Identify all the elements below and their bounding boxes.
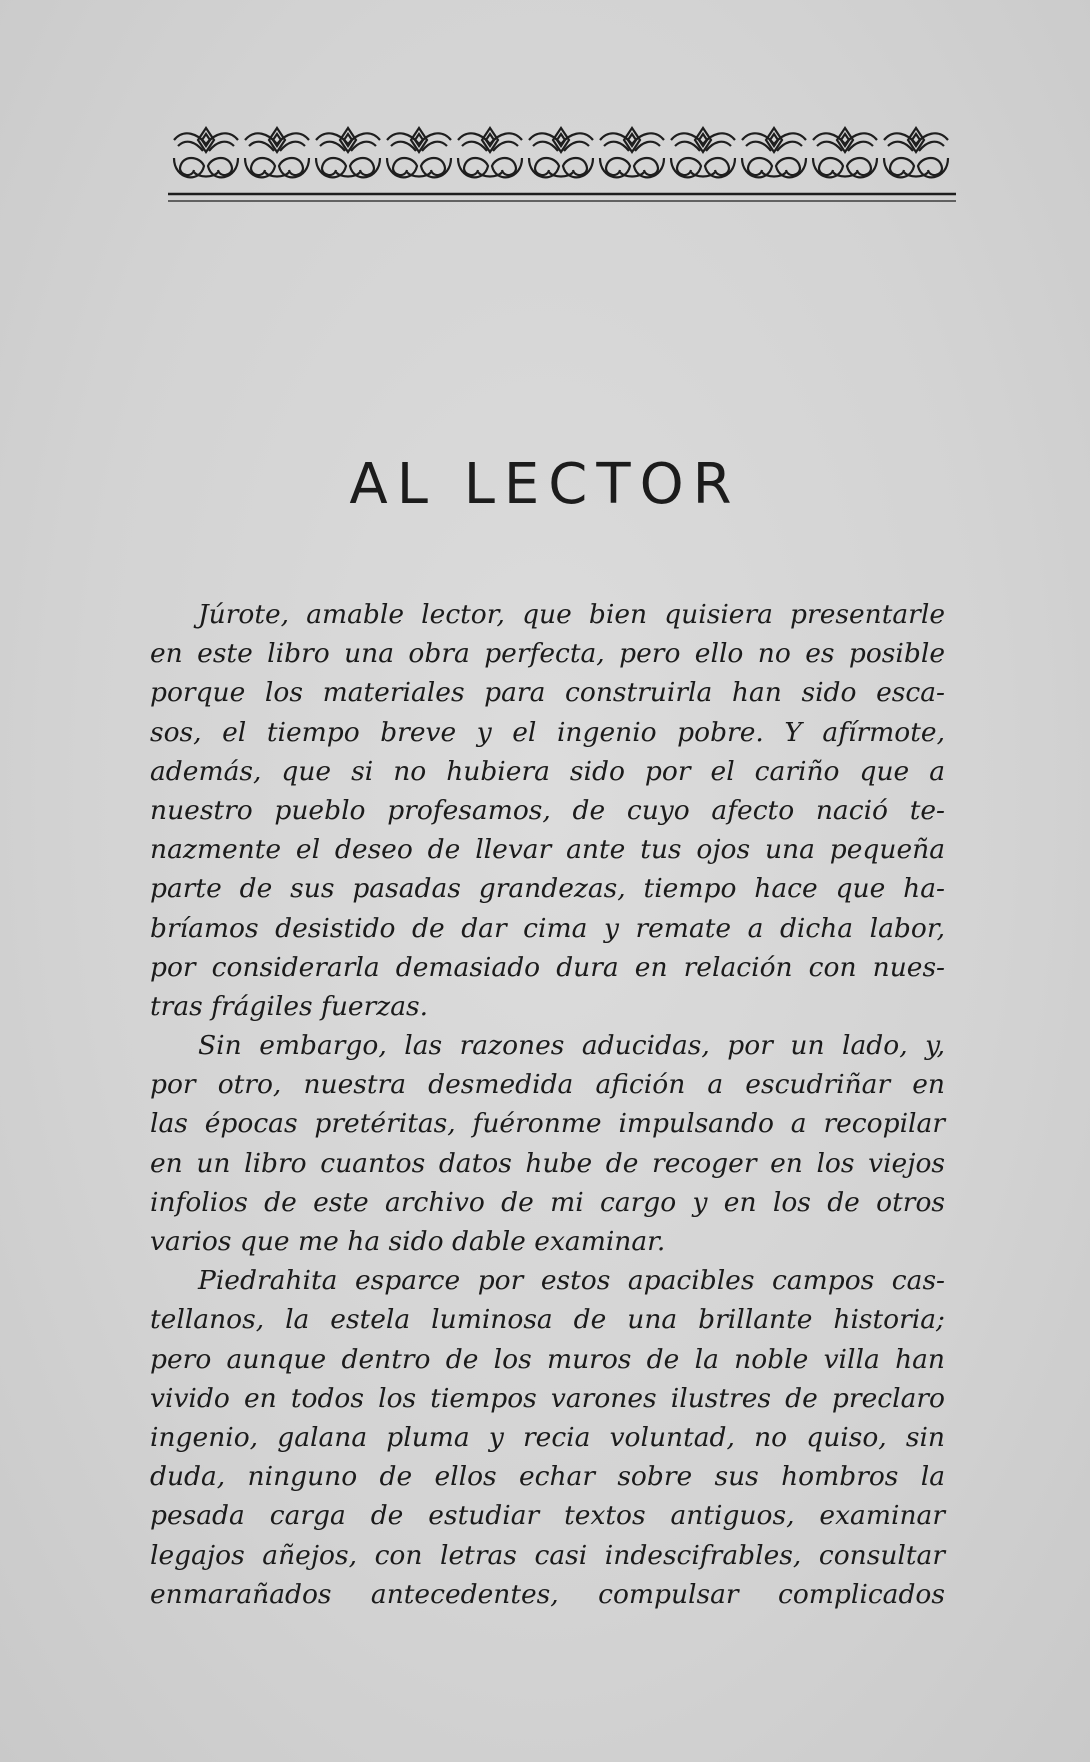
text-line: en este libro una obra perfecta, pero ello no es posible [150, 638, 945, 670]
text-line: nazmente el deseo de llevar ante tus ojos una pequeña [150, 834, 945, 866]
text-line: Júrote, amable lector, que bien quisiera presentarle [198, 599, 945, 630]
ornament-motifs [174, 128, 948, 177]
text-line: vivido en todos los tiempos varones ilustres de preclaro [150, 1382, 945, 1414]
text-line: parte de sus pasadas grandezas, tiempo hace que ha- [150, 873, 945, 905]
text-line: legajos añejos, con letras casi indescifrables, consultar [150, 1539, 945, 1571]
text-line: pero aunque dentro de los muros de la noble villa han [150, 1343, 945, 1375]
text-line: infolios de este archivo de mi cargo y en los de otros [150, 1186, 945, 1218]
text-line: tras frágiles fuerzas. [150, 990, 429, 1022]
text-line: ingenio, galana pluma y recia voluntad, no quiso, sin [150, 1421, 945, 1453]
decorative-floral-border [168, 118, 956, 210]
text-line: duda, ninguno de ellos echar sobre sus hombros la [150, 1461, 945, 1493]
text-line: sos, el tiempo breve y el ingenio pobre. Y afírmote, [150, 716, 945, 748]
text-line: bríamos desistido de dar cima y remate a dicha labor, [150, 912, 945, 944]
text-line: por considerarla demasiado dura en relación con nues- [150, 951, 945, 983]
text-line: Piedrahita esparce por estos apacibles campos cas- [198, 1265, 945, 1297]
text-line: varios que me ha sido dable examinar. [150, 1226, 666, 1257]
text-line: además, que si no hubiera sido por el cariño que a [150, 755, 945, 787]
text-line: en un libro cuantos datos hube de recoger en los viejos [150, 1147, 945, 1179]
text-line: las épocas pretéritas, fuéronme impulsando a recopilar [150, 1108, 945, 1140]
paragraph [150, 1026, 945, 1261]
text-line: Sin embargo, las razones aducidas, por un lado, y, [198, 1030, 945, 1062]
paragraph [150, 595, 945, 1026]
preface-text [150, 595, 945, 1614]
text-line: pesada carga de estudiar textos antiguos, examinar [150, 1500, 945, 1532]
paragraph [150, 1261, 945, 1614]
text-line: nuestro pueblo profesamos, de cuyo afecto nació te- [150, 794, 945, 826]
page-title: AL LECTOR [349, 452, 741, 517]
text-line: enmarañados antecedentes, compulsar complicados [150, 1578, 945, 1610]
text-line: porque los materiales para construirla han sido esca- [150, 677, 945, 709]
text-line: tellanos, la estela luminosa de una brillante historia; [150, 1304, 945, 1336]
text-line: por otro, nuestra desmedida afición a escudriñar en [150, 1069, 945, 1101]
